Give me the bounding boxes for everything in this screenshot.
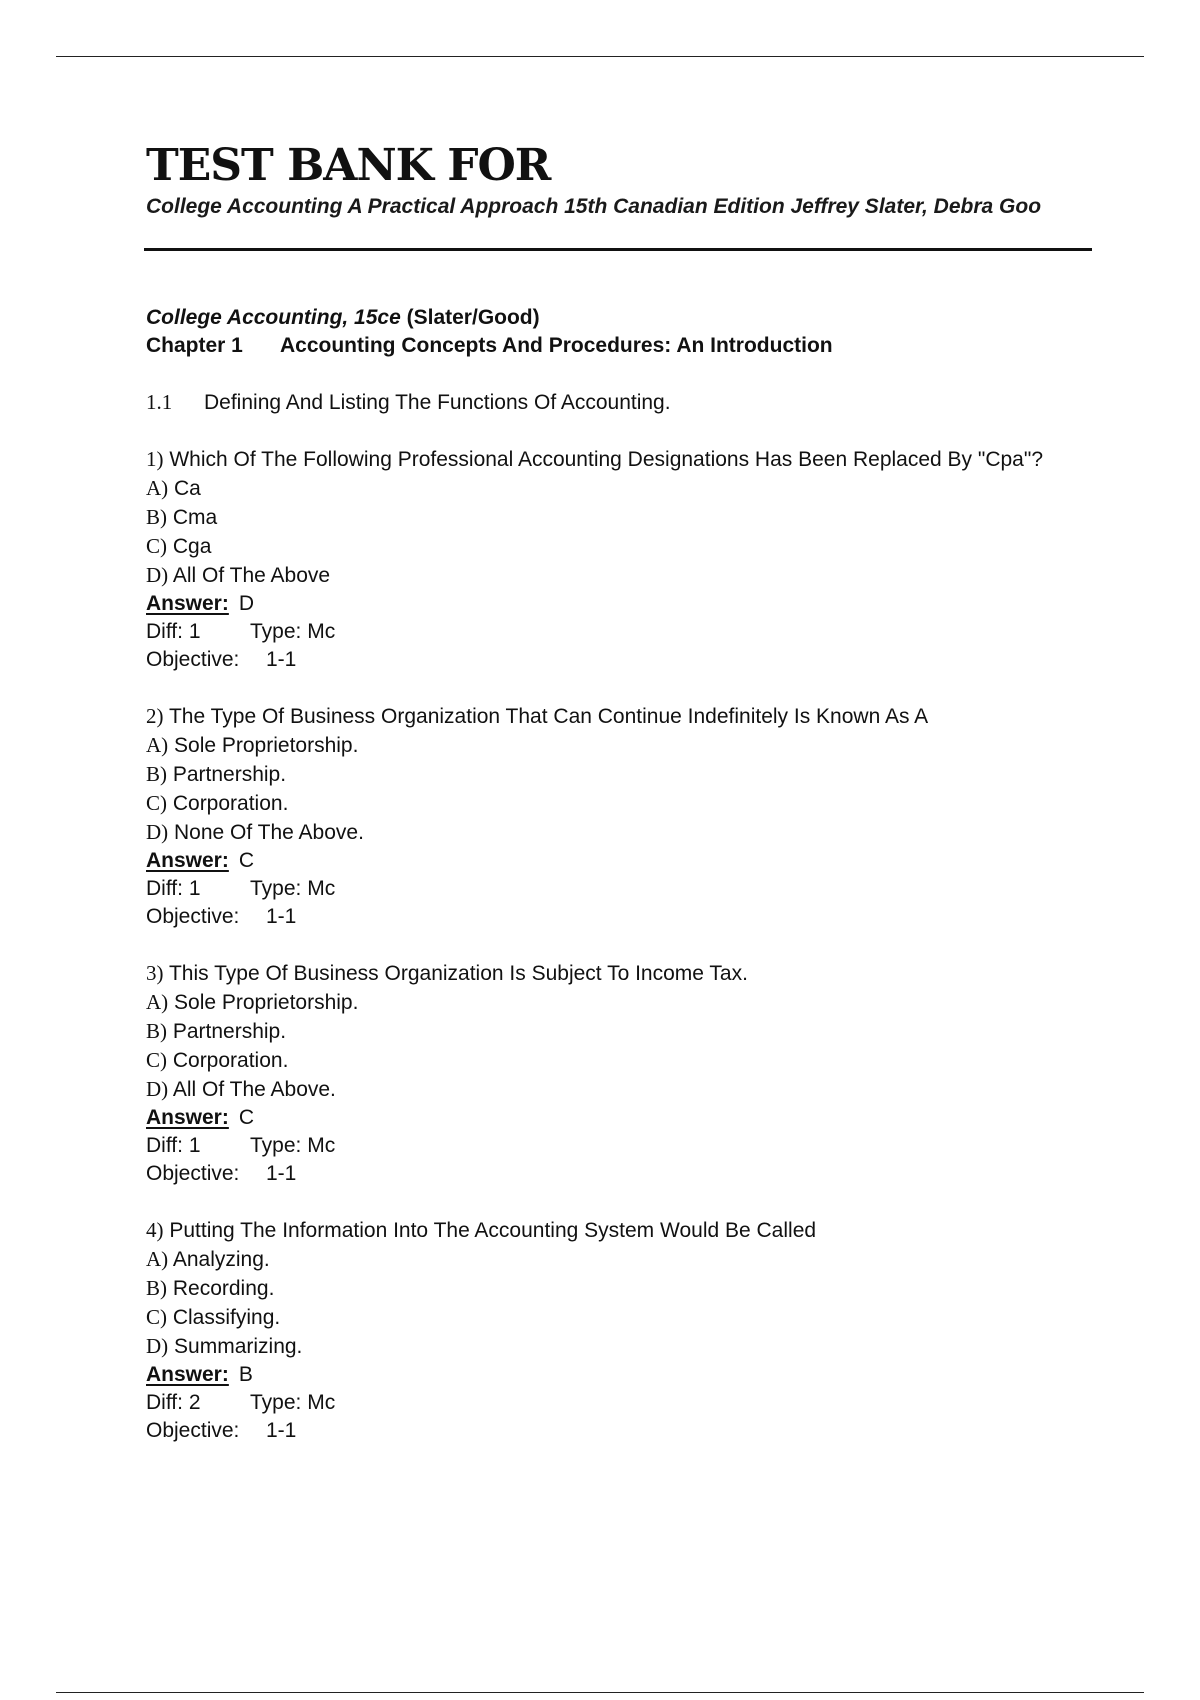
objective-value: 1-1 bbox=[266, 648, 297, 671]
option-text: Analyzing. bbox=[172, 1248, 270, 1271]
option-letter: D) bbox=[146, 820, 169, 844]
objective-value: 1-1 bbox=[266, 1419, 297, 1442]
option-letter: B) bbox=[146, 1276, 167, 1300]
question-number: 2) bbox=[146, 704, 164, 728]
question-item bbox=[146, 1216, 1096, 1445]
question-item bbox=[146, 445, 1096, 674]
option-item bbox=[146, 1274, 1096, 1303]
answer-label: Answer: bbox=[146, 1363, 229, 1386]
question-text: Which Of The Following Professional Accounting Designations Has Been Replaced By "Cpa"? bbox=[169, 448, 1043, 471]
objective-line bbox=[146, 1417, 1096, 1445]
option-letter: A) bbox=[146, 733, 169, 757]
section-title: Defining And Listing The Functions Of Accounting. bbox=[204, 391, 671, 414]
option-text: Partnership. bbox=[172, 1020, 287, 1043]
answer-value: B bbox=[238, 1363, 253, 1386]
question-stem bbox=[146, 445, 1096, 474]
diff-field bbox=[146, 875, 250, 903]
option-letter: D) bbox=[146, 1334, 169, 1358]
option-text: Recording. bbox=[172, 1277, 275, 1300]
question-number: 1) bbox=[146, 447, 164, 471]
option-item bbox=[146, 561, 1096, 590]
diff-label: Diff: bbox=[146, 877, 183, 900]
option-letter: D) bbox=[146, 563, 169, 587]
section-heading bbox=[146, 388, 1096, 417]
option-item bbox=[146, 532, 1096, 561]
type-label: Type: bbox=[250, 620, 302, 643]
option-text: Summarizing. bbox=[174, 1335, 303, 1358]
diff-value: 1 bbox=[188, 1134, 201, 1157]
answer-line bbox=[146, 847, 1096, 875]
objective-label: Objective: bbox=[146, 648, 240, 671]
objective-value: 1-1 bbox=[266, 1162, 297, 1185]
option-item bbox=[146, 1046, 1096, 1075]
option-letter: A) bbox=[146, 476, 169, 500]
option-letter: A) bbox=[146, 1247, 169, 1271]
question-text: The Type Of Business Organization That Can Continue Indefinitely Is Known As A bbox=[168, 705, 929, 728]
option-text: Sole Proprietorship. bbox=[174, 991, 359, 1014]
option-text: All Of The Above. bbox=[172, 1078, 336, 1101]
option-text: Corporation. bbox=[172, 792, 289, 815]
bottom-rule bbox=[56, 1692, 1144, 1693]
answer-line bbox=[146, 1361, 1096, 1389]
meta-line bbox=[146, 618, 1096, 646]
answer-line bbox=[146, 1104, 1096, 1132]
objective-line bbox=[146, 903, 1096, 931]
option-item bbox=[146, 503, 1096, 532]
page-title: TEST BANK FOR bbox=[146, 140, 551, 191]
page-header bbox=[146, 140, 1096, 220]
diff-label: Diff: bbox=[146, 620, 183, 643]
diff-field bbox=[146, 1132, 250, 1160]
answer-value: C bbox=[238, 1106, 255, 1129]
diff-label: Diff: bbox=[146, 1134, 183, 1157]
type-value: Mc bbox=[307, 1134, 336, 1157]
option-item bbox=[146, 988, 1096, 1017]
objective-line bbox=[146, 1160, 1096, 1188]
section-number: 1.1 bbox=[146, 390, 173, 414]
objective-label: Objective: bbox=[146, 1162, 240, 1185]
option-text: All Of The Above bbox=[172, 564, 331, 587]
answer-label: Answer: bbox=[146, 1106, 229, 1129]
book-line bbox=[146, 304, 1096, 332]
option-item bbox=[146, 1303, 1096, 1332]
option-text: None Of The Above. bbox=[174, 821, 364, 844]
diff-field bbox=[146, 1389, 250, 1417]
type-label: Type: bbox=[250, 1391, 302, 1414]
option-letter: C) bbox=[146, 791, 167, 815]
answer-value: D bbox=[238, 592, 255, 615]
meta-line bbox=[146, 1389, 1096, 1417]
question-stem bbox=[146, 959, 1096, 988]
type-value: Mc bbox=[307, 1391, 336, 1414]
option-item bbox=[146, 818, 1096, 847]
answer-label: Answer: bbox=[146, 849, 229, 872]
chapter-heading bbox=[146, 332, 1096, 360]
chapter-title: Accounting Concepts And Procedures: An Introduction bbox=[280, 334, 833, 357]
option-letter: B) bbox=[146, 762, 167, 786]
option-letter: C) bbox=[146, 1305, 167, 1329]
question-stem bbox=[146, 1216, 1096, 1245]
question-item bbox=[146, 959, 1096, 1188]
objective-label: Objective: bbox=[146, 1419, 240, 1442]
book-title: College Accounting, 15ce bbox=[146, 306, 401, 329]
meta-line bbox=[146, 875, 1096, 903]
objective-line bbox=[146, 646, 1096, 674]
type-value: Mc bbox=[307, 620, 336, 643]
option-text: Partnership. bbox=[172, 763, 287, 786]
option-item bbox=[146, 731, 1096, 760]
question-text: Putting The Information Into The Accounting System Would Be Called bbox=[169, 1219, 817, 1242]
option-letter: B) bbox=[146, 505, 167, 529]
top-rule bbox=[56, 56, 1144, 57]
option-text: Ca bbox=[174, 477, 201, 500]
option-item bbox=[146, 474, 1096, 503]
header-rule bbox=[144, 248, 1092, 251]
option-letter: B) bbox=[146, 1019, 167, 1043]
book-authors: (Slater/Good) bbox=[406, 306, 540, 329]
option-text: Classifying. bbox=[172, 1306, 281, 1329]
type-label: Type: bbox=[250, 1134, 302, 1157]
diff-value: 1 bbox=[188, 620, 201, 643]
option-item bbox=[146, 1245, 1096, 1274]
option-item bbox=[146, 1017, 1096, 1046]
option-letter: A) bbox=[146, 990, 169, 1014]
option-item bbox=[146, 789, 1096, 818]
diff-value: 1 bbox=[188, 877, 201, 900]
question-item bbox=[146, 702, 1096, 931]
answer-value: C bbox=[238, 849, 255, 872]
type-label: Type: bbox=[250, 877, 302, 900]
answer-line bbox=[146, 590, 1096, 618]
option-text: Sole Proprietorship. bbox=[174, 734, 359, 757]
meta-line bbox=[146, 1132, 1096, 1160]
option-letter: C) bbox=[146, 534, 167, 558]
option-text: Cma bbox=[172, 506, 218, 529]
diff-field bbox=[146, 618, 250, 646]
answer-label: Answer: bbox=[146, 592, 229, 615]
question-stem bbox=[146, 702, 1096, 731]
type-value: Mc bbox=[307, 877, 336, 900]
option-text: Cga bbox=[172, 535, 212, 558]
option-item bbox=[146, 1075, 1096, 1104]
diff-label: Diff: bbox=[146, 1391, 183, 1414]
option-letter: C) bbox=[146, 1048, 167, 1072]
question-number: 4) bbox=[146, 1218, 164, 1242]
objective-label: Objective: bbox=[146, 905, 240, 928]
page-subtitle: College Accounting A Practical Approach 15th Canadian Edition Jeffrey Slater, Debra Goo bbox=[146, 195, 1042, 218]
diff-value: 2 bbox=[188, 1391, 201, 1414]
chapter-number: Chapter 1 bbox=[146, 334, 243, 357]
document-body bbox=[146, 304, 1096, 1445]
option-item bbox=[146, 1332, 1096, 1361]
option-letter: D) bbox=[146, 1077, 169, 1101]
question-number: 3) bbox=[146, 961, 164, 985]
option-item bbox=[146, 760, 1096, 789]
question-text: This Type Of Business Organization Is Subject To Income Tax. bbox=[168, 962, 748, 985]
option-text: Corporation. bbox=[172, 1049, 289, 1072]
objective-value: 1-1 bbox=[266, 905, 297, 928]
